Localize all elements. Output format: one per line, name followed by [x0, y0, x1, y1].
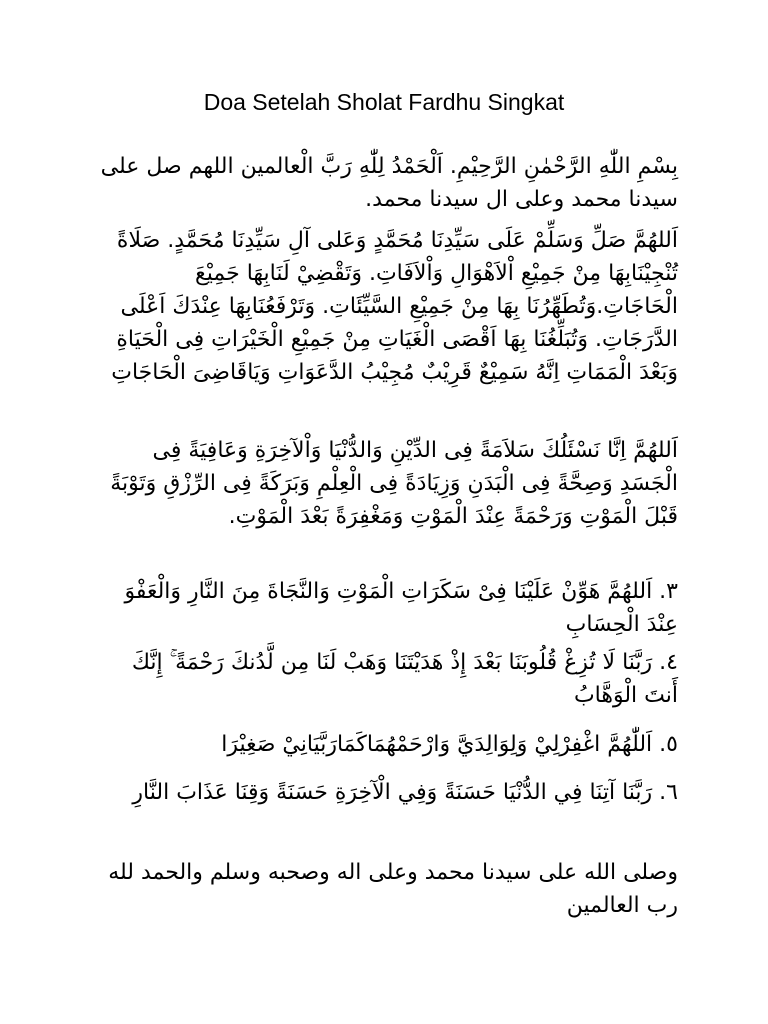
doa-keselamatan-paragraph: اَللهُمَّ اِنَّا نَسْئَلُكَ سَلاَمَةً فِى الدِّيْنِ وَالدُّنْيَا وَاْلآخِرَةِ وَعَافِيَةً فِى الْجَسَدِ وَصِحَّةً فِى الْبَدَنِ وَزِيَادَةً فِى الْعِلْمِ وَبَرَكَةً فِى الرِّزْقِ وَتَوْبَةً قَبْلَ الْمَوْتِ وَرَحْمَةً عِنْدَ الْمَوْتِ وَمَغْفِرَةً بَعْدَ الْمَوْتِ.	[110, 438, 678, 529]
closing-salawat-paragraph: وصلى الله على سيدنا محمد وعلى اله وصحبه وسلم والحمد لله رب العالمين	[108, 860, 678, 918]
opening-basmalah-paragraph: بِسْمِ اللّٰهِ الرَّحْمٰنِ الرَّحِيْمِ. اَلْحَمْدُ لِلّٰهِ رَبَّ الْعالمين اللهم صل على سيدنا محمد وعلى ال سيدنا محمد.	[100, 154, 678, 212]
doa-item-3: ٣. اَللهُمَّ هَوِّنْ عَلَيْنَا فِىْ سَكَرَاتِ الْمَوْتِ وَالنَّجَاةَ مِنَ النَّارِ وَالْعَفْوَ عِنْدَ الْحِسَابِ	[124, 579, 678, 637]
salawat-munjiyat-paragraph: اَللهُمَّ صَلِّ وَسَلِّمْ عَلَى سَيِّدِنَا مُحَمَّدٍ وَعَلى آلِ سَيِّدِنَا مُحَمَّدٍ. صَلَاةً تُنْجِيْنَابِهَا مِنْ جَمِيْعِ اْلاَهْوَالِ وَاْلاَفَاتِ. وَتَقْضِيْ لَنَابِهَا جَمِيْعَ الْحَاجَاتِ.وَتُطَهِّرُنَا بِهَا مِنْ جَمِيْعِ السَّيِّئَاتِ. وَتَرْفَعُنَابِهَا عِنْدَكَ اَعْلَى الدَّرَجَاتِ. وَتُبَلِّغُنَا بِهَا اَقْصَى الْغَيَاتِ مِنْ جَمِيْعِ الْخَيْرَاتِ فِى الْحَيَاةِ وَبَعْدَ الْمَمَاتِ اِنَّهُ سَمِيْعٌ قَرِيْبٌ مُجِيْبُ الدَّعَوَاتِ وَيَاقَاضِىَ الْحَاجَاتِ	[111, 228, 678, 385]
document-title: Doa Setelah Sholat Fardhu Singkat	[203, 89, 565, 115]
doa-item-5: ٥. اَللّٰهُمَّ اغْفِرْلِيْ وَلِوَالِدَيَّ وَارْحَمْهُمَاكَمَارَبَّيَانِيْ صَغِيْرَا	[221, 732, 678, 757]
doa-item-4: ٤. رَبَّنَا لَا تُزِغْ قُلُوبَنَا بَعْدَ إِذْ هَدَيْتَنَا وَهَبْ لَنَا مِن لَّدُنكَ رَحْمَةً ۚ إِنَّكَ أَنتَ الْوَهَّابُ	[131, 650, 678, 708]
doa-item-6: ٦. رَبَّنَا آتِنَا فِي الدُّنْيَا حَسَنَةً وَفِي الْآخِرَةِ حَسَنَةً وَقِنَا عَذَابَ النَّارِ	[132, 780, 678, 805]
